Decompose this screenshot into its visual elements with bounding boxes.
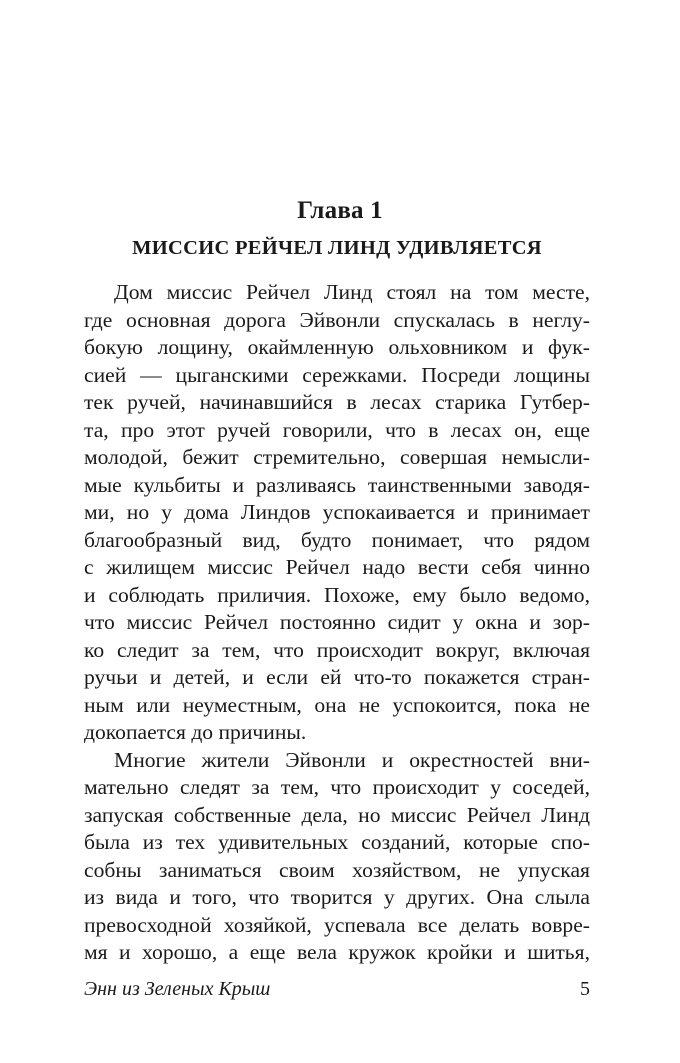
body-text <box>84 279 590 967</box>
page-footer <box>84 975 590 1003</box>
text-line: ным или неуместным, она не успокоится, пока не <box>84 692 590 717</box>
chapter-title: МИССИС РЕЙЧЕЛ ЛИНД УДИВЛЯЕТСЯ <box>132 237 542 259</box>
text-line: мя и хорошо, а еще вела кружок кройки и шитья, <box>84 940 590 964</box>
page-number: 5 <box>580 978 590 1000</box>
text-line: та, про этот ручей говорили, что в лесах он, еще <box>84 417 590 442</box>
text-line: из вида и того, что творится у других. Она слыла <box>84 885 590 909</box>
text-line: Дом миссис Рейчел Линд стоял на том месте, <box>114 280 590 304</box>
paragraph <box>84 279 590 747</box>
text-line: ми, но у дома Линдов успокаивается и принимает <box>84 500 590 524</box>
text-line: собны заниматься своим хозяйством, не упуская <box>84 857 590 882</box>
text-line: докопается до причины. <box>84 720 307 744</box>
text-line: что миссис Рейчел постоянно сидит у окна и зор- <box>84 610 590 634</box>
chapter-number: Глава 1 <box>297 197 383 224</box>
text-line: была из тех удивительных созданий, которые спо- <box>84 830 590 854</box>
text-line: превосходной хозяйкой, успевала все делать вовре- <box>84 912 590 937</box>
text-line: мые кульбиты и разливаясь таинственными заводя- <box>84 472 590 497</box>
text-line: мательно следят за тем, что происходит у соседей, <box>84 775 590 799</box>
text-line: тек ручей, начинавшийся в лесах старика Гутбер- <box>84 390 590 414</box>
text-line: с жилищем миссис Рейчел надо вести себя чинно <box>84 555 590 579</box>
text-line: где основная дорога Эйвонли спускалась в неглу- <box>84 307 590 332</box>
text-line: и соблюдать приличия. Похоже, ему было ведомо, <box>84 582 590 607</box>
text-line: сией — цыганскими сережками. Посреди лощины <box>84 362 590 387</box>
text-line: Многие жители Эйвонли и окрестностей вни- <box>114 747 590 772</box>
text-line: запуская собственные дела, но миссис Рейчел Линд <box>84 802 590 827</box>
text-line: ручьи и детей, и если ей что-то покажется стран- <box>84 665 590 689</box>
text-line: благообразный вид, будто понимает, что рядом <box>84 527 590 552</box>
text-line: молодой, бежит стремительно, совершая немысли- <box>84 445 590 469</box>
paragraph <box>84 747 590 967</box>
text-line: бокую лощину, окаймленную ольховником и фук- <box>84 335 590 359</box>
text-line: ко следит за тем, что происходит вокруг, включая <box>84 637 590 662</box>
running-title: Энн из Зеленых Крыш <box>84 978 271 1000</box>
